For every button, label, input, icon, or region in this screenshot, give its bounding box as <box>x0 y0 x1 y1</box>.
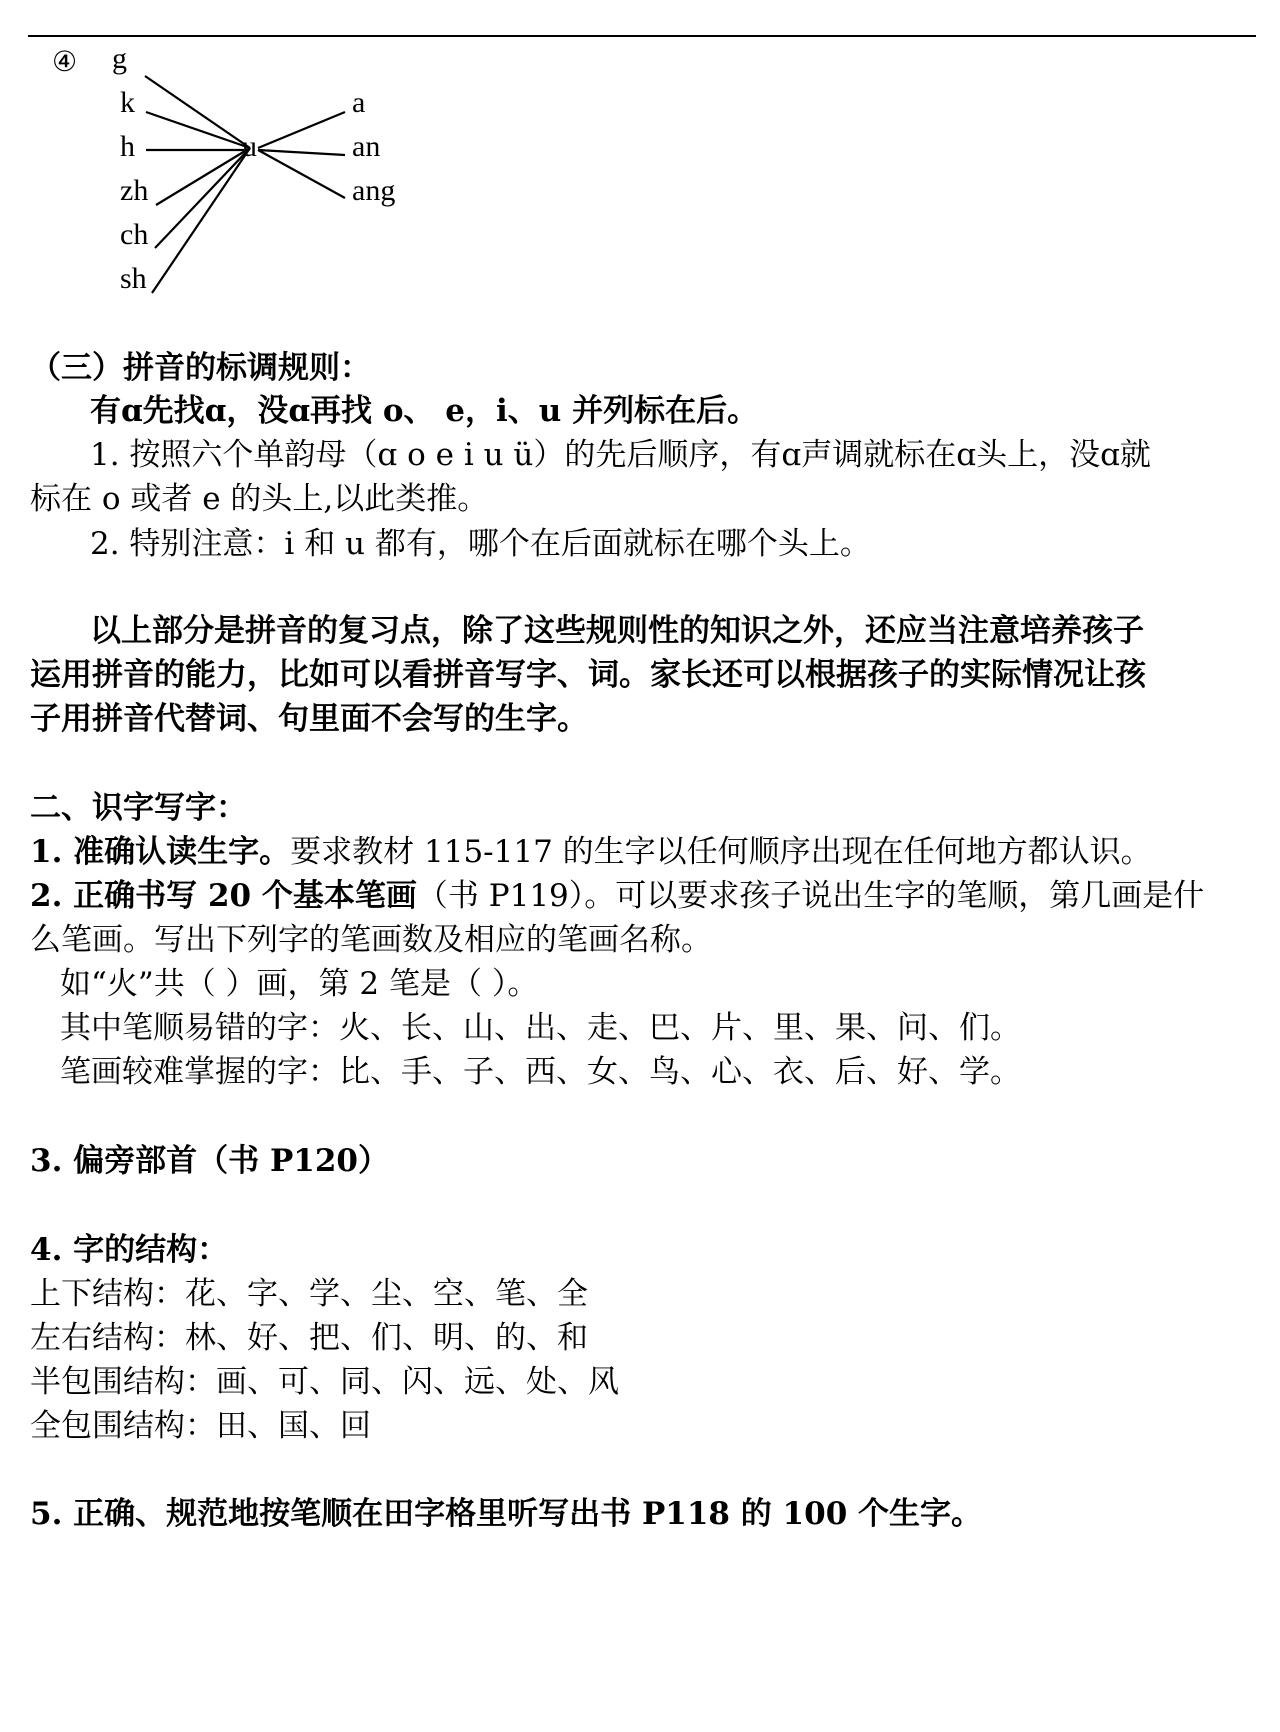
literacy-item-1-text: 要求教材 115-117 的生字以任何顺序出现在任何地方都认识。 <box>290 834 1152 870</box>
final-ang: ang <box>352 174 396 207</box>
dictation-item: 5. 正确、规范地按笔顺在田字格里听写出书 P118 的 100 个生字。 <box>30 1496 983 1532</box>
summary-line-2: 运用拼音的能力，比如可以看拼音写字、词。家长还可以根据孩子的实际情况让孩 <box>30 657 1146 693</box>
literacy-item-1 <box>30 834 1152 870</box>
structure-top-bottom: 上下结构：花、字、学、尘、空、笔、全 <box>30 1276 588 1312</box>
hard-strokes: 笔画较难掌握的字：比、手、子、西、女、鸟、心、衣、后、好、学。 <box>60 1054 1021 1090</box>
summary-line-1: 以上部分是拼音的复习点，除了这些规则性的知识之外，还应当注意培养孩子 <box>90 613 1144 649</box>
final-an: an <box>352 130 381 163</box>
structure-full-enclosed: 全包围结构：田、国、回 <box>30 1408 371 1444</box>
line-sh-u <box>152 148 250 293</box>
center-u: u <box>242 130 257 163</box>
structure-left-right: 左右结构：林、好、把、们、明、的、和 <box>30 1320 588 1356</box>
connector-lines <box>0 0 420 320</box>
structure-half-enclosed: 半包围结构：画、可、同、闪、远、处、风 <box>30 1364 619 1400</box>
line-u-an <box>258 150 345 155</box>
literacy-item-2-line-2: 么笔画。写出下列字的笔画数及相应的笔画名称。 <box>30 922 712 958</box>
stroke-order-errors: 其中笔顺易错的字：火、长、山、出、走、巴、片、里、果、问、们。 <box>60 1010 1021 1046</box>
radicals-item: 3. 偏旁部首（书 P120） <box>30 1143 389 1179</box>
literacy-item-2 <box>30 878 1205 914</box>
literacy-item-2-text: （书 P119）。可以要求孩子说出生字的笔顺，第几画是什 <box>416 878 1205 914</box>
line-g-u <box>145 76 250 148</box>
summary-line-3: 子用拼音代替词、句里面不会写的生字。 <box>30 701 588 737</box>
line-u-a <box>258 112 345 148</box>
tone-rules-rhyme: 有ɑ先找ɑ，没ɑ再找 o、 e，i、u 并列标在后。 <box>90 393 759 429</box>
initial-ch: ch <box>120 218 149 251</box>
stroke-example: 如“火”共（ ）画，第 2 笔是（ ）。 <box>60 966 539 1002</box>
tone-rule-1-line-1: 1. 按照六个单韵母（ɑ o e i u ü）的先后顺序，有ɑ声调就标在ɑ头上，没ɑ就 <box>90 437 1151 473</box>
tone-rule-1-line-2: 标在 o 或者 e 的头上,以此类推。 <box>30 481 489 517</box>
literacy-item-1-title: 1. 准确认读生字。 <box>30 834 291 870</box>
initial-g: g <box>112 42 127 75</box>
structure-heading: 4. 字的结构： <box>30 1232 229 1268</box>
literacy-item-2-title: 2. 正确书写 20 个基本笔画 <box>30 878 417 914</box>
tone-rules-heading: （三）拼音的标调规则： <box>30 350 371 386</box>
initial-zh: zh <box>120 174 149 207</box>
line-k-u <box>146 112 250 148</box>
tone-rule-2: 2. 特别注意：i 和 u 都有，哪个在后面就标在哪个头上。 <box>90 526 871 562</box>
final-a: a <box>352 86 366 119</box>
initial-h: h <box>120 130 135 163</box>
literacy-heading: 二、识字写字： <box>30 790 247 826</box>
line-u-ang <box>258 150 345 198</box>
circled-number-marker: ④ <box>52 45 78 78</box>
initial-sh: sh <box>120 262 147 295</box>
initial-k: k <box>120 86 135 119</box>
